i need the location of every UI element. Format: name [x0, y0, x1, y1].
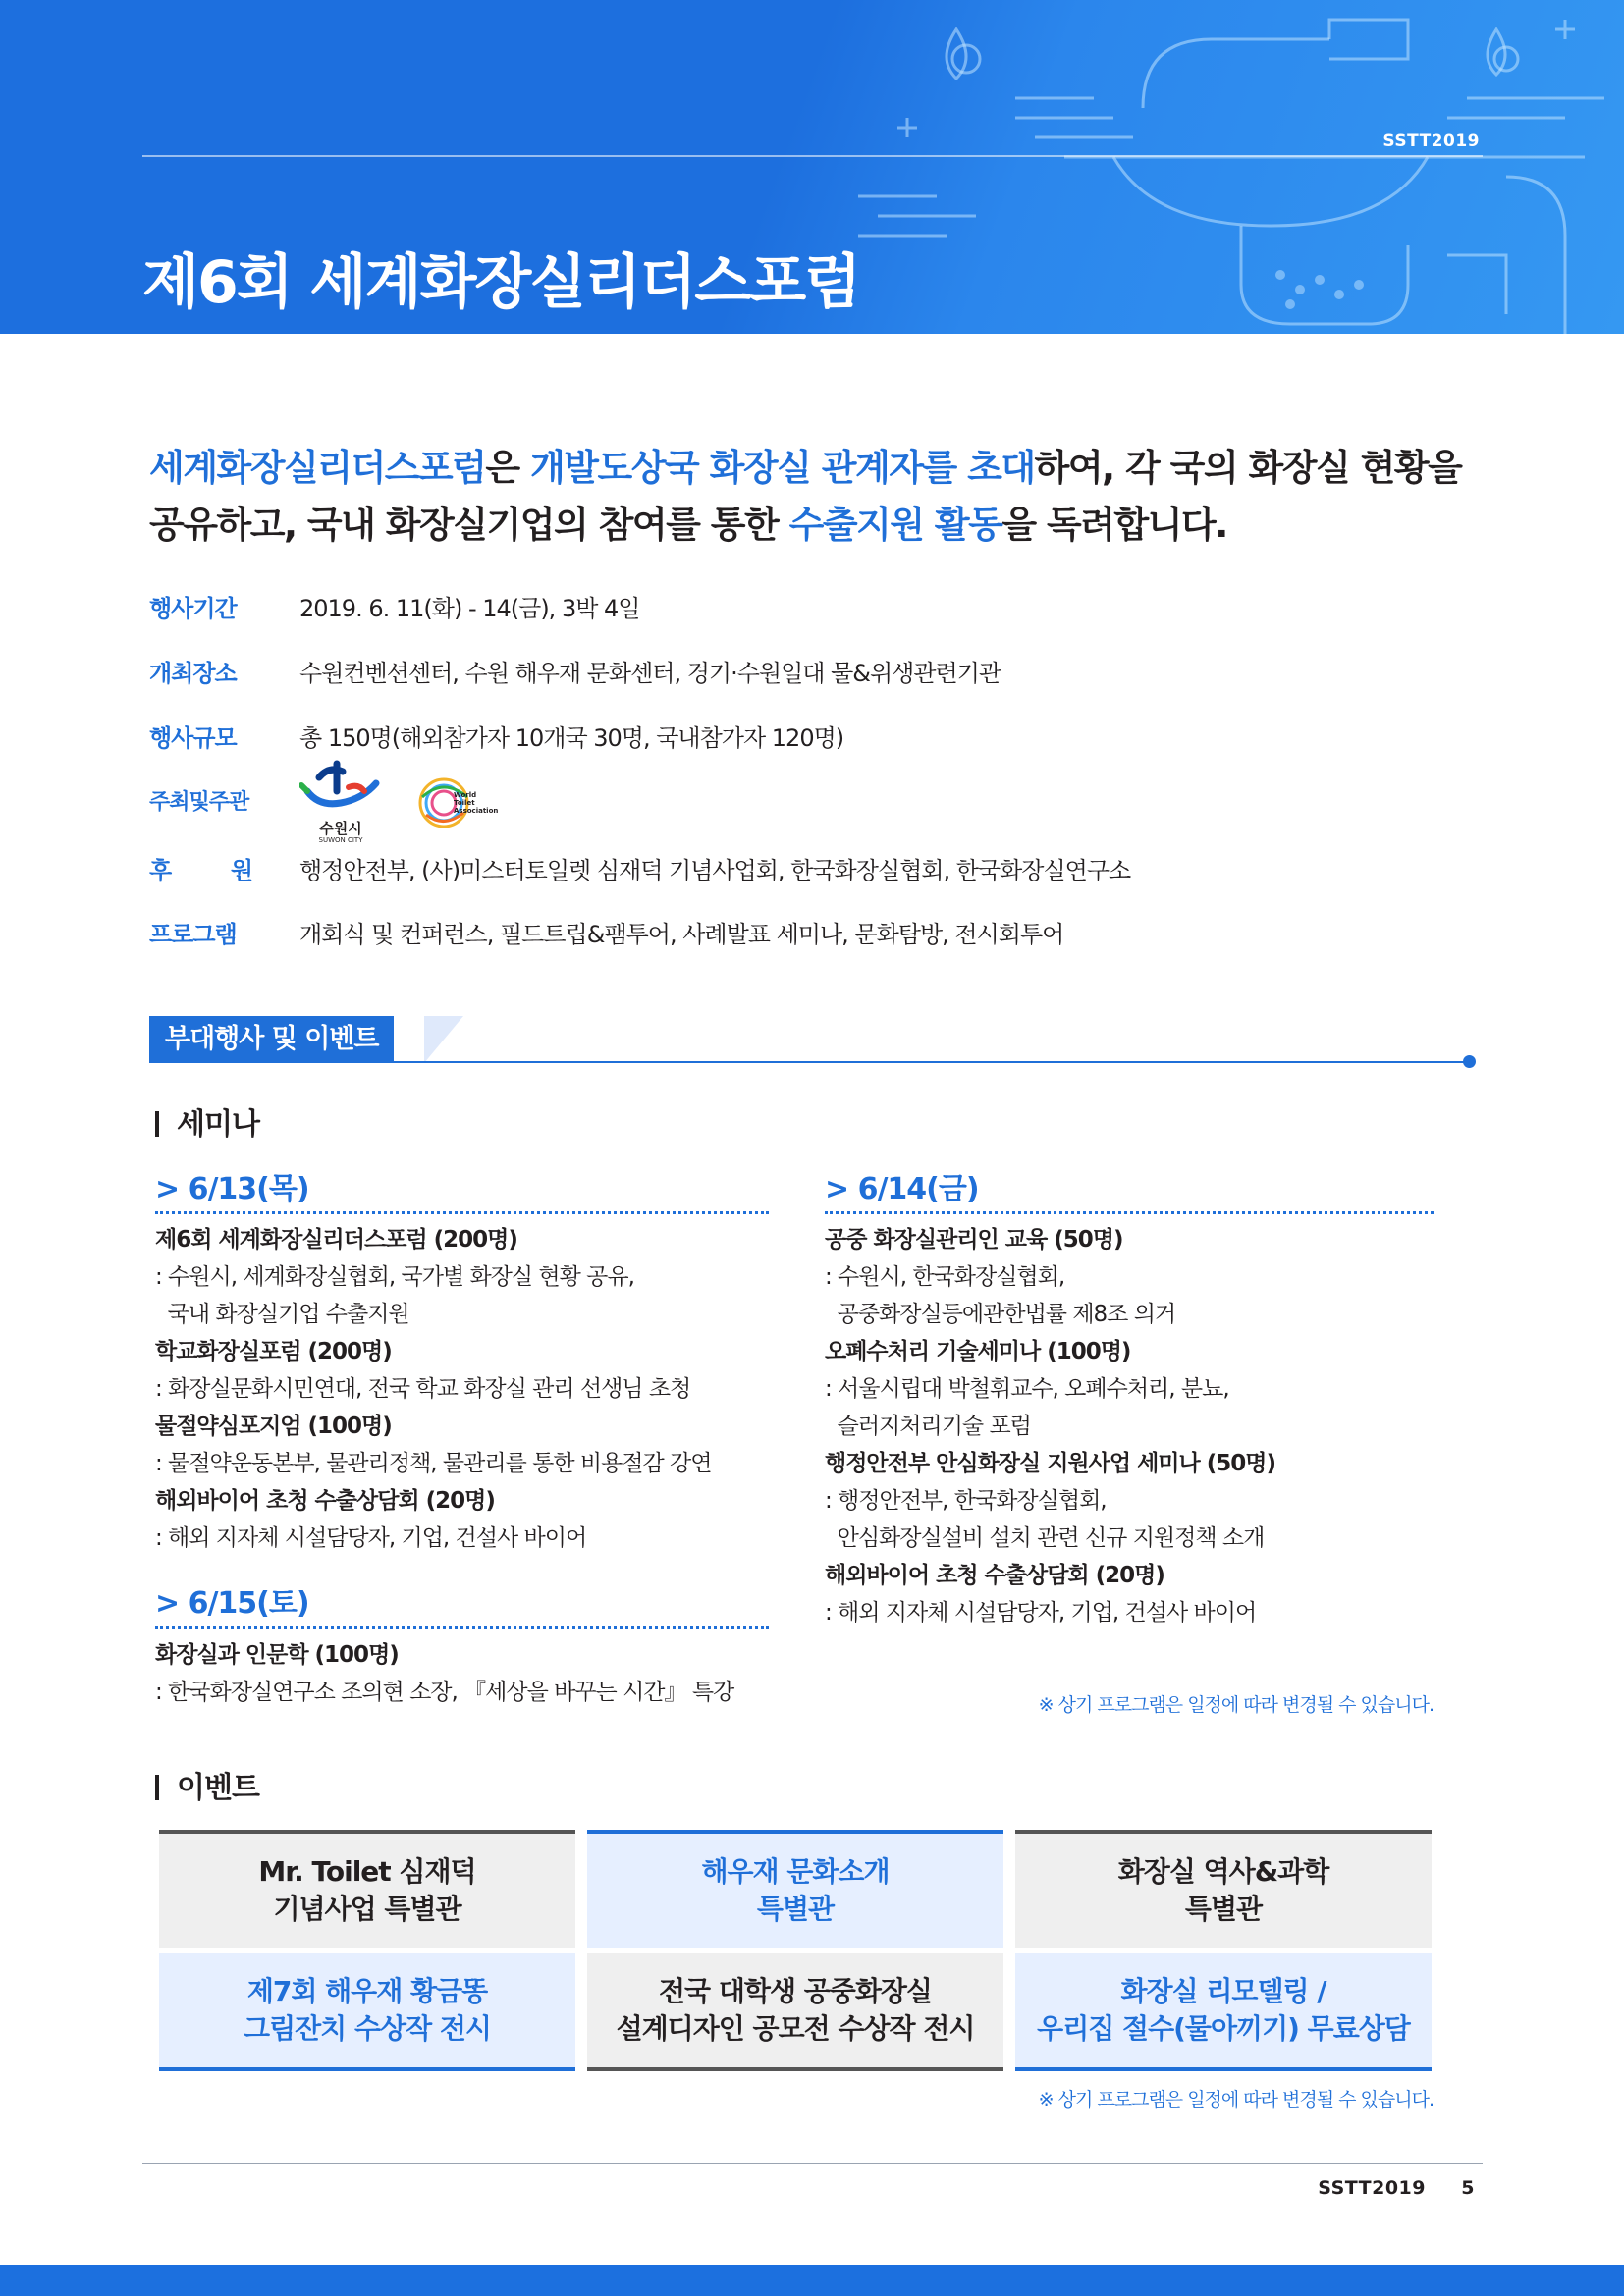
heading-bar — [155, 1775, 159, 1800]
dotted-divider — [155, 1211, 769, 1214]
event-cell: 제7회 해우재 황금똥 그림잔치 수상작 전시 — [159, 1953, 575, 2071]
day-heading: > 6/14(금) — [825, 1172, 979, 1206]
info-row-period — [149, 589, 1504, 628]
intro-highlight: 수출지원 활동 — [788, 504, 1002, 546]
info-label-part: 원 — [230, 857, 252, 884]
seminar-list — [825, 1221, 1275, 1631]
header-code: SSTT2019 — [1382, 132, 1480, 151]
info-label: 개최장소 — [149, 660, 237, 687]
footer-rule — [142, 2163, 1483, 2164]
event-heading-text: 이벤트 — [177, 1771, 259, 1805]
info-value: 개회식 및 컨퍼런스, 필드트립&팸투어, 사례발표 세미나, 문화탐방, 전시회투어 — [299, 921, 1064, 948]
seminar-desc: 안심화장실설비 설치 관련 신규 지원정책 소개 — [825, 1525, 1265, 1551]
seminar-title: 오폐수처리 기술세미나 (100명) — [825, 1339, 1131, 1364]
seminar-desc: : 행정안전부, 한국화장실협회, — [825, 1488, 1107, 1514]
info-row-program — [149, 915, 1504, 954]
suwon-city-logo — [299, 758, 382, 844]
seminar-desc: 국내 화장실기업 수출지원 — [155, 1302, 409, 1327]
wta-logo-text: World Toilet Association — [454, 791, 499, 815]
section-divider-dot — [1463, 1055, 1476, 1068]
dotted-divider — [155, 1626, 769, 1629]
info-label: 주최및주관 — [149, 790, 249, 815]
seminar-desc: : 서울시립대 박철휘교수, 오폐수처리, 분뇨, — [825, 1376, 1229, 1402]
intro-line-1 — [149, 440, 1504, 497]
seminar-desc: : 한국화장실연구소 조의현 소장, 『세상을 바꾸는 시간』 특강 — [155, 1680, 734, 1705]
event-cell: 화장실 역사&과학 특별관 — [1015, 1830, 1432, 1948]
event-cell: Mr. Toilet 심재덕 기념사업 특별관 — [159, 1830, 575, 1948]
seminar-desc: : 화장실문화시민연대, 전국 학교 화장실 관리 선생님 초청 — [155, 1376, 691, 1402]
day-heading: > 6/13(목) — [155, 1172, 309, 1206]
intro-text: 은 — [485, 447, 531, 489]
seminar-title: 학교화장실포럼 (200명) — [155, 1339, 392, 1364]
seminar-desc: : 수원시, 한국화장실협회, — [825, 1264, 1065, 1290]
intro-paragraph — [149, 440, 1504, 554]
info-label: 행사기간 — [149, 595, 237, 622]
info-value: 2019. 6. 11(화) - 14(금), 3박 4일 — [299, 595, 640, 622]
intro-line-2 — [149, 497, 1504, 554]
suwon-logo-subtext: SUWON CITY — [318, 836, 363, 844]
section-title: 부대행사 및 이벤트 — [149, 1016, 394, 1063]
event-cell: 해우재 문화소개 특별관 — [587, 1830, 1003, 1948]
day-heading: > 6/15(토) — [155, 1586, 309, 1621]
seminar-title: 물절약심포지엄 (100명) — [155, 1414, 392, 1439]
section-tab-tail — [424, 1016, 463, 1063]
info-label — [149, 851, 252, 885]
world-toilet-association-logo — [412, 768, 520, 836]
event-note: ※ 상기 프로그램은 일정에 따라 변경될 수 있습니다. — [1038, 2089, 1434, 2110]
seminar-title: 해외바이어 초청 수출상담회 (20명) — [155, 1488, 495, 1514]
heading-bar — [155, 1111, 159, 1137]
info-value: 수원컨벤션센터, 수원 해우재 문화센터, 경기·수원일대 물&위생관련기관 — [299, 660, 1001, 687]
info-row-scale — [149, 719, 1504, 758]
seminar-desc: 슬러지처리기술 포럼 — [825, 1414, 1031, 1439]
seminar-heading-text: 세미나 — [177, 1107, 259, 1142]
intro-highlight: 세계화장실리더스포럼 — [149, 447, 486, 489]
info-value: 행정안전부, (사)미스터토일렛 심재덕 기념사업회, 한국화장실협회, 한국화장실연구소 — [299, 857, 1131, 884]
footer-code: SSTT2019 — [1318, 2177, 1427, 2199]
info-label: 프로그램 — [149, 921, 237, 948]
page-title: 제6회 세계화장실리더스포럼 — [142, 248, 860, 317]
plumbing-pattern-icon — [819, 0, 1624, 334]
seminar-desc: : 해외 지자체 시설담당자, 기업, 건설사 바이어 — [155, 1525, 587, 1551]
seminar-desc: : 수원시, 세계화장실협회, 국가별 화장실 현황 공유, — [155, 1264, 634, 1290]
info-label-part: 후 — [149, 857, 172, 884]
intro-text: 하여, 각 국의 화장실 현황을 — [1034, 447, 1462, 489]
suwon-logo-text: 수원시 — [319, 820, 362, 837]
footer-band — [0, 2265, 1624, 2296]
section-divider — [149, 1061, 1467, 1063]
header-rule — [142, 155, 1483, 157]
intro-text: 공유하고, 국내 화장실기업의 참여를 통한 — [149, 504, 789, 546]
seminar-desc: : 해외 지자체 시설담당자, 기업, 건설사 바이어 — [825, 1600, 1257, 1626]
info-value: 총 150명(해외참가자 10개국 30명, 국내참가자 120명) — [299, 724, 844, 752]
seminar-desc: : 물절약운동본부, 물관리정책, 물관리를 통한 비용절감 강연 — [155, 1451, 712, 1476]
seminar-title: 공중 화장실관리인 교육 (50명) — [825, 1227, 1123, 1253]
section-heading — [149, 1016, 463, 1063]
event-cell: 화장실 리모델링 / 우리집 절수(물아끼기) 무료상담 — [1015, 1953, 1432, 2071]
seminar-title: 행정안전부 안심화장실 지원사업 세미나 (50명) — [825, 1451, 1275, 1476]
seminar-list — [155, 1636, 733, 1711]
intro-text: 을 독려합니다. — [1001, 504, 1227, 546]
page-number: 5 — [1461, 2177, 1475, 2199]
suwon-emblem-icon — [299, 758, 382, 817]
info-row-sponsor — [149, 851, 1504, 890]
dotted-divider — [825, 1211, 1434, 1214]
seminar-title: 제6회 세계화장실리더스포럼 (200명) — [155, 1227, 517, 1253]
seminar-list — [155, 1221, 711, 1557]
info-row-venue — [149, 654, 1504, 693]
seminar-heading — [155, 1099, 259, 1143]
intro-highlight: 개발도상국 화장실 관계자를 초대 — [530, 447, 1035, 489]
event-heading — [155, 1763, 259, 1806]
seminar-title: 화장실과 인문학 (100명) — [155, 1642, 399, 1668]
schedule-note: ※ 상기 프로그램은 일정에 따라 변경될 수 있습니다. — [1038, 1694, 1434, 1716]
seminar-title: 해외바이어 초청 수출상담회 (20명) — [825, 1563, 1164, 1588]
footer — [1318, 2177, 1475, 2199]
seminar-desc: 공중화장실등에관한법률 제8조 의거 — [825, 1302, 1176, 1327]
event-cell: 전국 대학생 공중화장실 설계디자인 공모전 수상작 전시 — [587, 1953, 1003, 2071]
info-label: 행사규모 — [149, 724, 237, 752]
